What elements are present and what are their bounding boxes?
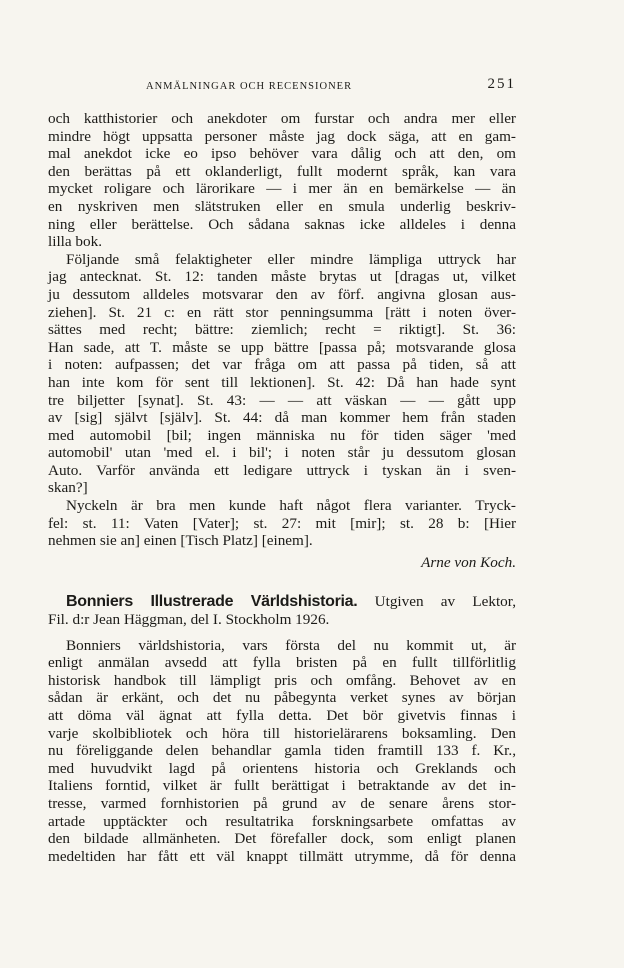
text-line: tre biljetter [synat]. St. 43: — — att väskan — — gått upp: [48, 391, 516, 409]
article-body: [48, 110, 516, 865]
text-line: automobil' utan 'med el. i bil'; i noten står ju dessutom glosan: [48, 444, 516, 462]
header-title: ANMÄLNINGAR OCH RECENSIONER: [146, 81, 353, 92]
text-line: skan?]: [48, 479, 88, 497]
text-line: jag antecknat. St. 12: tanden måste brytas ut [dragas ut, vilket: [48, 268, 516, 286]
review-koch: [48, 110, 516, 571]
text-line: ziehen]. St. 21 c: en rätt stor penningsumma [rätt i noten över-: [48, 303, 516, 321]
review-title: Bonniers Illustrerade Världshistoria.: [66, 593, 358, 611]
text-line: med automobil [bil; ingen människa nu för tiden säger 'med: [48, 426, 516, 444]
running-header: [48, 76, 516, 96]
text-line: sådan är erkänt, och det nu påbegynta verket synes av början: [48, 689, 516, 707]
text-line: mindre högt uppsatta personer måste jag dock säga, att en gam-: [48, 127, 516, 145]
text-line: Italiens forntid, vilket är fullt berättigat i betraktande av det in-: [48, 777, 516, 795]
text-line: Auto. Varför använda ett ledigare uttryck i tyskan än i sven-: [48, 461, 516, 479]
text-line: att döma väl ägnat att fylla detta. Det bör givetvis finnas i: [48, 707, 516, 724]
text-line: Nyckeln är bra men kunde haft något flera varianter. Tryck-: [66, 497, 516, 515]
review-signature: Arne von Koch.: [421, 553, 516, 571]
text-line: med huvudvikt lagd på orientens historia och Greklands och: [48, 759, 516, 777]
review-heading: [48, 593, 516, 611]
text-line: ju dessutom alldeles motsvarar den av förf. angivna glosan aus-: [48, 285, 516, 303]
review-head-rest: Utgiven av Lektor,: [374, 593, 517, 611]
page-number: 251: [487, 76, 516, 92]
text-line: artade upptäckter och resultatrika forskningsarbete omfattas av: [48, 812, 516, 830]
text-line: av [sig] självt [själv]. St. 44: då man kommer hem från staden: [48, 409, 516, 427]
text-line: medeltiden har fått ett väl knappt tillmätt utrymme, då för denna: [48, 847, 516, 865]
text-line: enligt anmälan avsedd att fylla bristen på en fullt tillförlitlig: [48, 654, 516, 672]
text-line: nu föreliggande delen behandlar gamla tiden framtill 133 f. Kr.,: [48, 742, 516, 760]
text-line: och katthistorier och anekdoter om furstar och andra mer eller: [48, 110, 516, 127]
text-line: nehmen sie an] einen [Tisch Platz] [einem].: [48, 532, 313, 550]
text-line: den bildade allmänheten. Det förefaller dock, som enligt planen: [48, 830, 516, 848]
text-line: han inte kom för sent till lektionen]. St. 42: Då han hade synt: [48, 373, 516, 391]
text-line: varje skolbibliotek och höra till historielärarens boksamling. Den: [48, 724, 516, 742]
text-line: den berättas på ett oklanderligt, fullt modernt språk, kan vara: [48, 162, 516, 180]
text-line: mycket roligare och lärorikare — i mer än en bemärkelse — än: [48, 180, 516, 198]
review-head-line2: Fil. d:r Jean Häggman, del I. Stockholm 1926.: [48, 611, 330, 629]
text-line: ning eller berättelse. Och sådana saknas icke alldeles i denna: [48, 215, 516, 233]
text-line: Bonniers världshistoria, vars första del nu kommit ut, är: [66, 636, 516, 654]
review-bonniers: [48, 593, 516, 865]
text-line: i noten: aufpassen; det var fråga om att passa på tiden, så att: [48, 356, 516, 374]
text-line: tresse, varmed fornhistorien på grund av de senare årens stor-: [48, 794, 516, 812]
text-line: Han sade, att T. måste se upp bättre [passa på; motsvarande glosa: [48, 338, 516, 356]
text-line: fel: st. 11: Vaten [Vater]; st. 27: mit [mir]; st. 28 b: [Hier: [48, 514, 516, 532]
text-line: lilla bok.: [48, 233, 102, 251]
text-line: en nyskriven men slätstruken eller en smula underlig beskriv-: [48, 197, 516, 215]
text-line: historisk handbok till lämpligt pris och omfång. Behovet av en: [48, 671, 516, 689]
text-line: mal anekdot icke eo ipso behöver vara dålig och att den, om: [48, 145, 516, 163]
text-line: Följande små felaktigheter eller mindre lämpliga uttryck har: [66, 250, 516, 268]
text-line: sättes med recht; bättre: ziemlich; recht = riktigt]. St. 36:: [48, 321, 516, 339]
